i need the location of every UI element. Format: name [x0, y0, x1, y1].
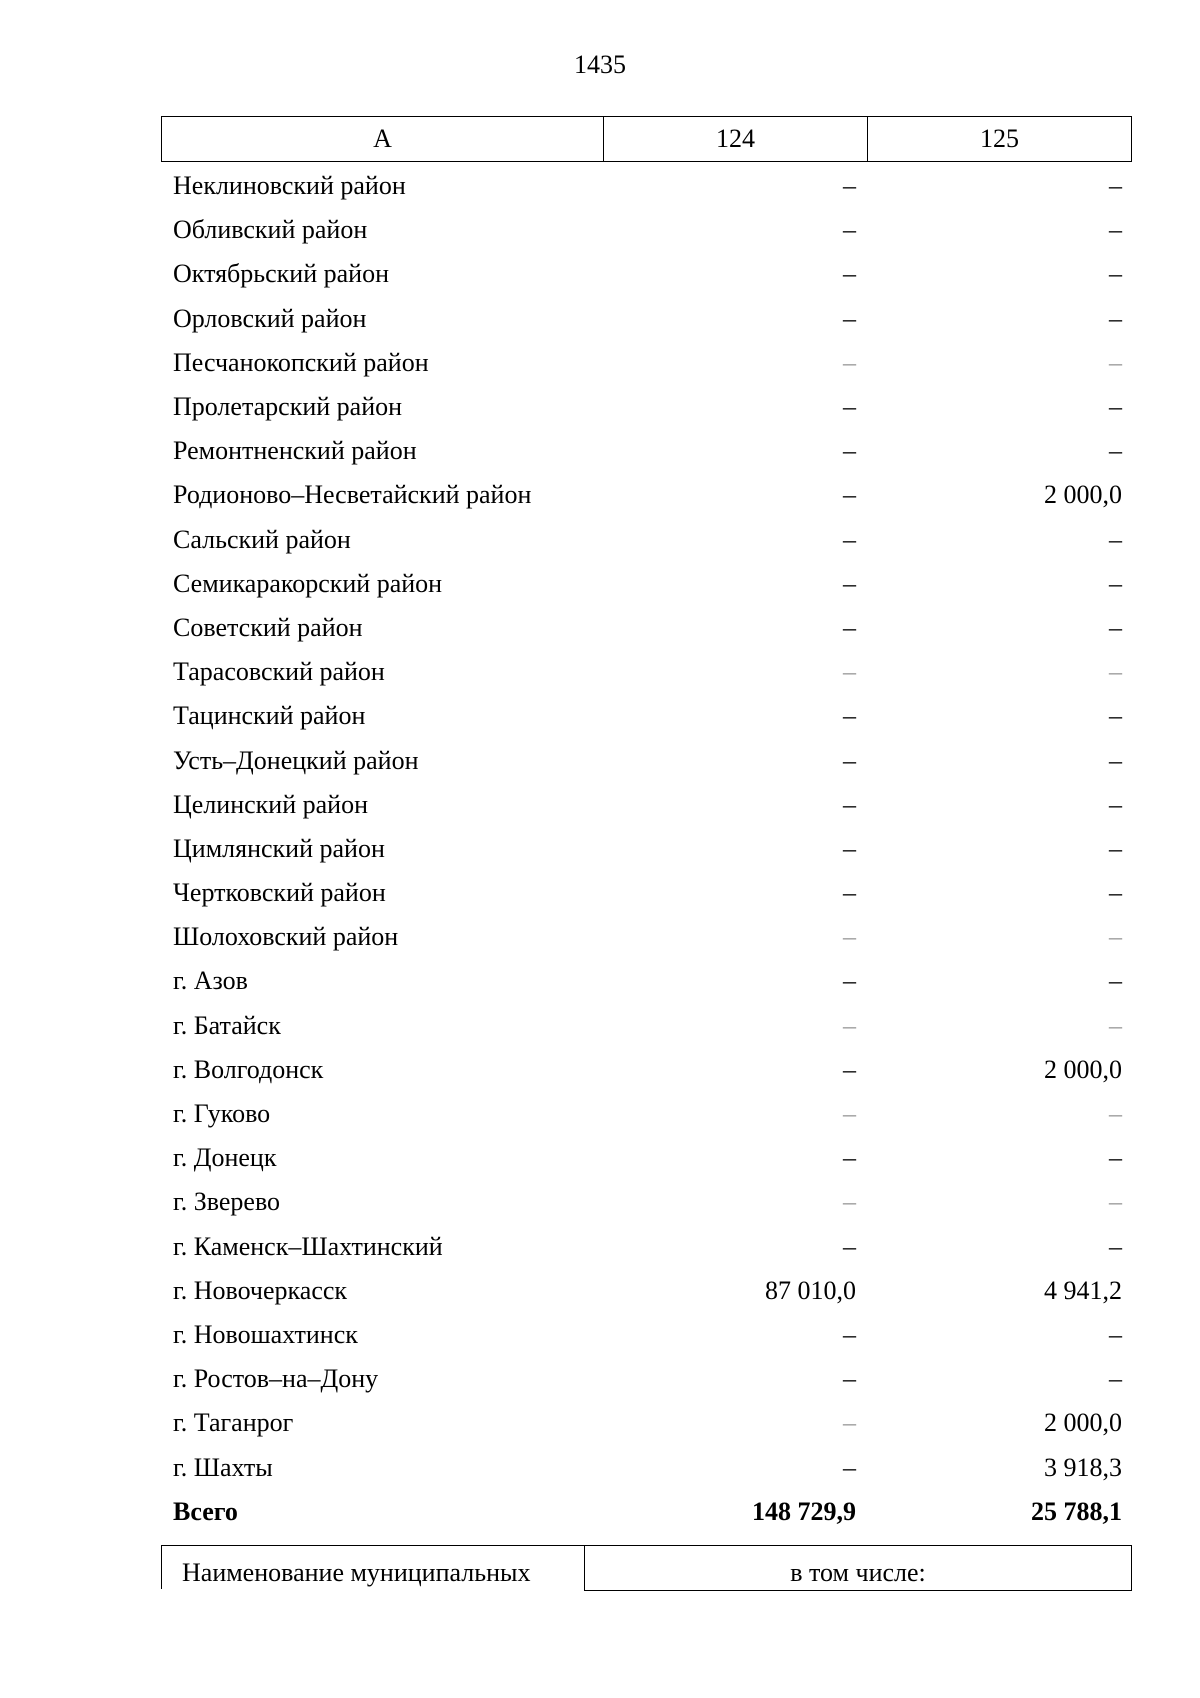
- row-value-124: –: [843, 347, 856, 377]
- row-name: г. Донецк: [173, 1143, 277, 1173]
- row-name: Семикаракорский район: [173, 568, 443, 598]
- row-name: г. Азов: [173, 966, 248, 996]
- row-name: Цимлянский район: [173, 833, 385, 863]
- table-row: [161, 738, 1132, 782]
- row-value-124: –: [843, 922, 856, 952]
- row-name: г. Таганрог: [173, 1408, 294, 1438]
- row-name: Усть–Донецкий район: [173, 745, 419, 775]
- row-value-125: 4 941,2: [1044, 1275, 1122, 1305]
- header-col-125: 125: [980, 124, 1019, 153]
- row-value-124: –: [843, 966, 856, 996]
- row-value-124: –: [843, 1452, 856, 1482]
- row-name: Сальский район: [173, 524, 351, 554]
- table-row: [161, 827, 1132, 871]
- table-row: [161, 783, 1132, 827]
- table-row: [161, 562, 1132, 606]
- row-value-125: –: [1109, 392, 1122, 422]
- row-value-125: –: [1109, 1010, 1122, 1040]
- row-value-125: –: [1109, 657, 1122, 687]
- row-name: г. Шахты: [173, 1452, 273, 1482]
- row-value-125: –: [1109, 1099, 1122, 1129]
- row-name: Орловский район: [173, 303, 367, 333]
- table-row: [161, 915, 1132, 959]
- table-row: [161, 385, 1132, 429]
- table-row: [161, 1313, 1132, 1357]
- row-value-124: –: [843, 215, 856, 245]
- row-value-124: –: [843, 745, 856, 775]
- row-value-125: –: [1109, 436, 1122, 466]
- row-value-124: –: [843, 1364, 856, 1394]
- row-value-125: –: [1109, 171, 1122, 201]
- row-name: Песчанокопский район: [173, 347, 429, 377]
- row-value-124: –: [843, 1319, 856, 1349]
- row-value-124: –: [843, 657, 856, 687]
- row-value-124: –: [843, 1143, 856, 1173]
- row-name: Целинский район: [173, 789, 368, 819]
- table-row: [161, 1180, 1132, 1224]
- row-value-125: –: [1109, 878, 1122, 908]
- row-name: Неклиновский район: [173, 171, 406, 201]
- table-row: [161, 429, 1132, 473]
- table-row: [161, 164, 1132, 208]
- cell-continuation-gap: [160, 1589, 584, 1592]
- row-value-124: –: [843, 878, 856, 908]
- row-value-125: 3 918,3: [1044, 1452, 1122, 1482]
- row-name: г. Зверево: [173, 1187, 281, 1217]
- row-name: г. Новошахтинск: [173, 1319, 358, 1349]
- row-value-124: –: [843, 612, 856, 642]
- footer-col-including: в том числе:: [790, 1558, 926, 1587]
- row-name: Ремонтненский район: [173, 436, 417, 466]
- row-value-124: –: [843, 789, 856, 819]
- row-value-125: –: [1109, 1319, 1122, 1349]
- table-row: [161, 871, 1132, 915]
- row-name: г. Волгодонск: [173, 1054, 324, 1084]
- row-value-125: 2 000,0: [1044, 1408, 1122, 1438]
- row-name: г. Гуково: [173, 1099, 271, 1129]
- row-value-125: –: [1109, 745, 1122, 775]
- total-value-125: 25 788,1: [1031, 1496, 1122, 1526]
- row-value-125: 2 000,0: [1044, 1054, 1122, 1084]
- row-name: г. Каменск–Шахтинский: [173, 1231, 443, 1261]
- header-col-124: 124: [604, 117, 868, 161]
- row-name: Шолоховский район: [173, 922, 399, 952]
- row-value-124: –: [843, 1187, 856, 1217]
- row-value-124: –: [843, 524, 856, 554]
- row-name: Советский район: [173, 612, 363, 642]
- row-value-125: –: [1109, 259, 1122, 289]
- row-value-124: –: [843, 1054, 856, 1084]
- row-name: Чертковский район: [173, 878, 386, 908]
- table-row: [161, 473, 1132, 517]
- row-value-125: 2 000,0: [1044, 480, 1122, 510]
- row-value-124: –: [843, 701, 856, 731]
- page-number: 1435: [574, 50, 626, 79]
- row-value-124: –: [843, 303, 856, 333]
- table-row: [161, 959, 1132, 1003]
- total-label: Всего: [173, 1496, 238, 1526]
- row-value-125: –: [1109, 966, 1122, 996]
- table-row: [161, 1445, 1132, 1489]
- row-value-124: –: [843, 392, 856, 422]
- row-name: Пролетарский район: [173, 392, 403, 422]
- table-row: [161, 297, 1132, 341]
- total-row: [161, 1490, 1132, 1534]
- table-row: [161, 650, 1132, 694]
- table-body: [161, 164, 1132, 1534]
- row-name: г. Ростов–на–Дону: [173, 1364, 379, 1394]
- row-value-124: –: [843, 1231, 856, 1261]
- row-value-125: –: [1109, 701, 1122, 731]
- table-header: [161, 116, 1132, 162]
- row-value-125: –: [1109, 568, 1122, 598]
- table-row: [161, 518, 1132, 562]
- row-value-125: –: [1109, 347, 1122, 377]
- row-name: Октябрьский район: [173, 259, 389, 289]
- row-value-124: –: [843, 1010, 856, 1040]
- row-value-124: –: [843, 1408, 856, 1438]
- table-row: [161, 1269, 1132, 1313]
- table-row: [161, 1048, 1132, 1092]
- row-value-125: –: [1109, 789, 1122, 819]
- row-name: Тарасовский район: [173, 657, 385, 687]
- table-row: [161, 341, 1132, 385]
- row-value-124: –: [843, 436, 856, 466]
- row-value-124: –: [843, 1099, 856, 1129]
- table-row: [161, 606, 1132, 650]
- row-name: г. Батайск: [173, 1010, 281, 1040]
- table-row: [161, 252, 1132, 296]
- table-row: [161, 1136, 1132, 1180]
- header-col-a: А: [162, 117, 604, 161]
- table-row: [161, 1004, 1132, 1048]
- next-table-header: [161, 1545, 1132, 1591]
- row-value-125: –: [1109, 612, 1122, 642]
- row-value-124: –: [843, 259, 856, 289]
- row-value-124: –: [843, 833, 856, 863]
- row-value-125: –: [1109, 833, 1122, 863]
- row-value-125: –: [1109, 922, 1122, 952]
- table-row: [161, 1357, 1132, 1401]
- table-row: [161, 694, 1132, 738]
- table-row: [161, 208, 1132, 252]
- row-name: Тацинский район: [173, 701, 366, 731]
- row-value-125: –: [1109, 1364, 1122, 1394]
- table-row: [161, 1092, 1132, 1136]
- row-value-124: –: [843, 171, 856, 201]
- row-value-125: –: [1109, 524, 1122, 554]
- row-value-124: –: [843, 568, 856, 598]
- row-value-125: –: [1109, 1143, 1122, 1173]
- total-value-124: 148 729,9: [752, 1496, 856, 1526]
- row-value-125: –: [1109, 303, 1122, 333]
- row-value-124: 87 010,0: [765, 1275, 856, 1305]
- table-row: [161, 1401, 1132, 1445]
- row-value-124: –: [843, 480, 856, 510]
- row-name: Обливский район: [173, 215, 368, 245]
- table-row: [161, 1225, 1132, 1269]
- footer-col-name: Наименование муниципальных: [162, 1546, 585, 1590]
- row-value-125: –: [1109, 1187, 1122, 1217]
- row-value-125: –: [1109, 215, 1122, 245]
- row-name: г. Новочеркасск: [173, 1275, 348, 1305]
- row-name: Родионово–Несветайский район: [173, 480, 532, 510]
- row-value-125: –: [1109, 1231, 1122, 1261]
